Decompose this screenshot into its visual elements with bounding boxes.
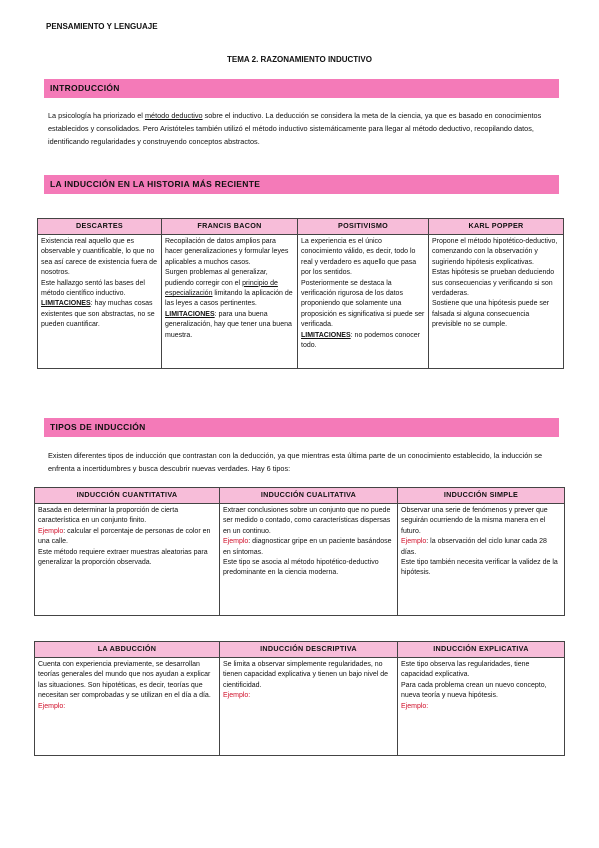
descartes-text-1: Existencia real aquello que es observable y cuantificable, lo que no sea así carece de existencia fuera de nosotros. [41,238,157,277]
bacon-text-1: Recopilación de datos amplios para hacer generalizaciones y formular leyes aplicables a muchos casos. [165,238,289,266]
types-heading: TIPOS DE INDUCCIÓN [44,418,559,437]
col-cuantitativa: INDUCCIÓN CUANTITATIVA [35,488,220,504]
limitations-text: : no podemos conocer todo. [301,331,420,350]
cell-cuantitativa [35,504,220,616]
explicativa-example [401,702,561,712]
col-explicativa: INDUCCIÓN EXPLICATIVA [398,642,565,658]
types-body-row-1 [35,504,565,616]
cuantitativa-text-1: Basada en determinar la proporción de cierta característica en un conjunto finito. [38,507,179,525]
example-text: : la observación del ciclo lunar cada 28 días. [401,538,547,556]
cell-cualitativa [220,504,398,616]
bacon-limitations [165,310,294,341]
example-label: Ejemplo [223,692,249,700]
example-label: Ejemplo [401,702,427,710]
history-table [37,218,564,369]
abduccion-text-1: Cuenta con experiencia previamente, se desarrollan teorías generales del mundo que nos ayudan a explicar las situaciones. Son hipotéticas, es decir, teorías que necesitan ser comprobadas y se utilizan en el día a día. [38,661,211,700]
explicativa-text-2: Para cada problema crean un nuevo concepto, nueva teoría y nueva hipótesis. [401,681,547,700]
cell-explicativa [398,658,565,756]
limitations-label: LIMITACIONES [165,310,215,318]
col-abduccion: LA ABDUCCIÓN [35,642,220,658]
col-popper: KARL POPPER [429,219,564,235]
abduccion-example [38,702,216,712]
positivismo-text-1: La experiencia es el único conocimiento válido, es decir, todo lo real y verdadero es aquello que pasa por los sentidos. [301,238,417,277]
simple-example [401,537,561,558]
col-descriptiva: INDUCCIÓN DESCRIPTIVA [220,642,398,658]
cell-descriptiva [220,658,398,756]
col-cualitativa: INDUCCIÓN CUALITATIVA [220,488,398,504]
history-header-row [38,219,564,235]
explicativa-text-1: Este tipo observa las regularidades, tiene capacidad explicativa. [401,661,530,679]
bacon-specialization: principio de especialización [165,279,278,298]
bacon-text-2b: limitando la aplicación de las leyes a casos pertinentes. [165,290,293,308]
descriptiva-example [223,691,394,701]
example-label: Ejemplo [38,527,64,535]
cell-abduccion [35,658,220,756]
types-intro: Existen diferentes tipos de inducción que contrastan con la deducción, ya que mientras esta última parte de un conocimiento establecido, la inducción se enfrenta a incertidumbres y busca descubrir nuevas verdades. Hay 6 tipos: [48,451,543,473]
cuantitativa-text-2: Este método requiere extraer muestras aleatorias para generalizar la proporción observada. [38,548,208,567]
example-colon: : [63,702,66,710]
positivismo-text-2: Posteriormente se destaca la verificación rigurosa de los datos proponiendo que solamente una proposición es significativa si puede ser verificada. [301,279,425,329]
types-body-row-2 [35,658,565,756]
example-label: Ejemplo [401,538,427,546]
intro-link-deductive: método deductivo [144,111,203,120]
intro-text-start: La psicología ha priorizado el [48,111,145,120]
bacon-text-2 [165,268,294,310]
intro-paragraph [48,109,558,148]
limitations-text: : hay muchas cosas existentes que son abstractas, no se pueden cuantificar. [41,300,155,329]
example-text: : calcular el porcentaje de personas de color en una calle. [38,527,211,546]
example-colon: : [248,692,251,700]
limitations-text: : para una buena generalización, hay que tener una buena muestra. [165,310,292,339]
types-table-1 [34,487,565,616]
cuantitativa-example [38,527,216,548]
history-body-row [38,235,564,369]
cell-simple [398,504,565,616]
col-positivismo: POSITIVISMO [298,219,429,235]
bacon-text-2a: Surgen problemas al generalizar, pudiendo corregir con el [165,269,268,287]
cualitativa-example [223,537,394,558]
cell-bacon [162,235,298,369]
example-colon: : [426,702,429,710]
cell-popper [429,235,564,369]
simple-text-1: Observar una serie de fenómenos y prever que seguirán ocurriendo de la misma manera en el futuro. [401,507,548,535]
limitations-label: LIMITACIONES [301,331,351,339]
types-table-2 [34,641,565,756]
descriptiva-text-1: Se limita a observar simplemente regularidades, no tienen capacidad explicativa y tienen un bajo nivel de cientificidad. [223,661,389,689]
popper-text-1: Propone el método hipotético-deductivo, comenzando con la observación y sugiriendo hipótesis explicativas. [432,238,558,266]
types-header-row-2 [35,642,565,658]
simple-text-2: Este tipo también necesita verificar la validez de la hipótesis. [401,559,558,577]
cell-descartes [38,235,162,369]
limitations-label: LIMITACIONES [41,300,91,308]
col-descartes: DESCARTES [38,219,162,235]
descartes-text-2: Este hallazgo sentó las bases del método científico inductivo. [41,279,145,298]
positivismo-limitations [301,331,425,352]
col-simple: INDUCCIÓN SIMPLE [398,488,565,504]
col-bacon: FRANCIS BACON [162,219,298,235]
intro-heading: INTRODUCCIÓN [44,79,559,98]
example-label: Ejemplo [38,702,64,710]
example-label: Ejemplo [223,538,249,546]
descartes-limitations [41,299,158,330]
history-heading: LA INDUCCIÓN EN LA HISTORIA MÁS RECIENTE [44,175,559,194]
example-text: : diagnosticar gripe en un paciente basándose en síntomas. [223,538,392,556]
cualitativa-text-2: Este tipo se asocia al método hipotético-deductivo predominante en la ciencia moderna. [223,559,379,577]
topic-title: TEMA 2. RAZONAMIENTO INDUCTIVO [227,55,372,64]
subject-header: PENSAMIENTO Y LENGUAJE [46,22,158,31]
popper-text-3: Sostiene que una hipótesis puede ser falsada si alguna consecuencia previsible no se cumple. [432,300,550,329]
cell-positivismo [298,235,429,369]
types-header-row-1 [35,488,565,504]
cualitativa-text-1: Extraer conclusiones sobre un conjunto que no puede ser medido o contado, como características dispersas en un continuo. [223,507,391,535]
intro-text-rest: sobre el inductivo. La deducción se considera la meta de la ciencia, ya que es basado en conocimientos establecidos y consolidados. Pero Aristóteles también utilizó el método inductivo sistemáticamente para llegar al método deductivo, recopilando datos, identificando regularidades y construyendo conceptos abstractos. [48,111,542,146]
popper-text-2: Estas hipótesis se prueban deduciendo sus consecuencias y verificando si son verdaderas. [432,269,555,298]
